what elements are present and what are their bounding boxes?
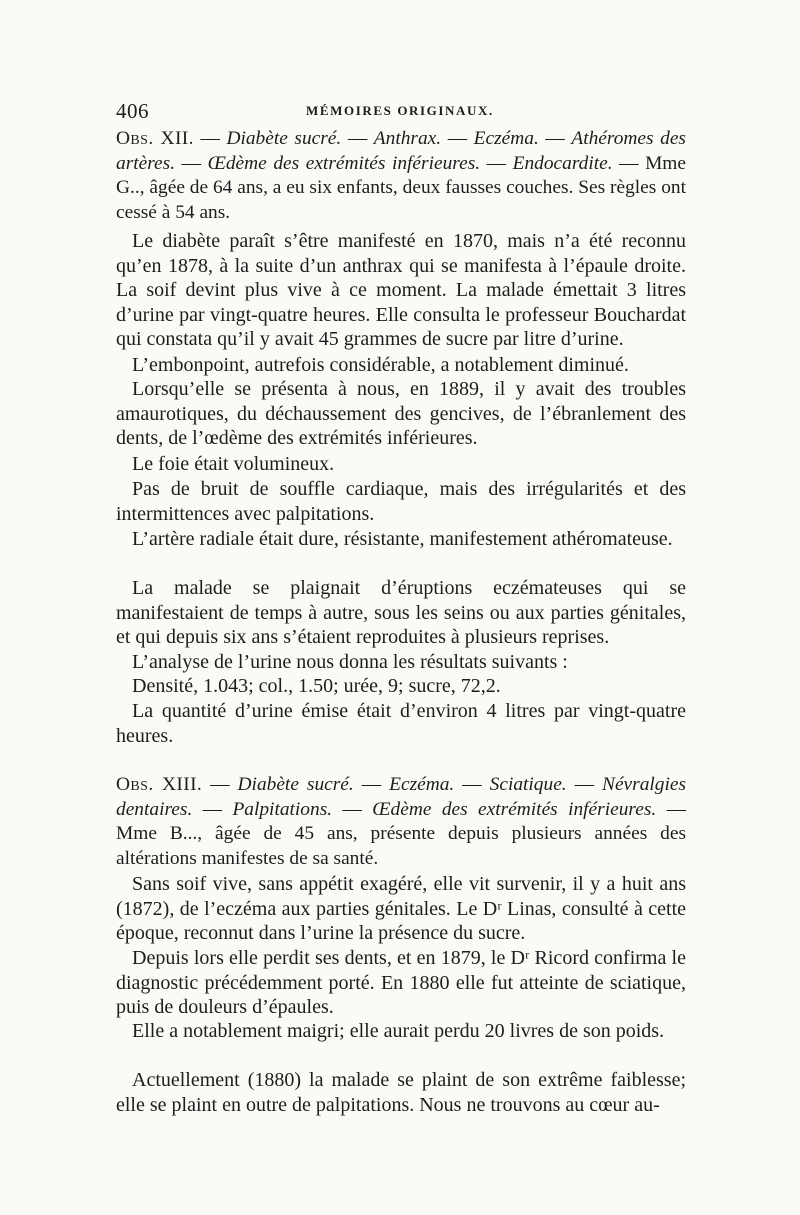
observation-title: Œdème des extrémités inférieures. (207, 152, 481, 174)
observation-xiii-heading: Obs. XIII. — Diabète sucré. — Eczéma. — Sciatique. — Névralgies dentaires. — Palpitations. — Œdème des extrémités inférieures. — Mme B..., âgée de 45 ans, présente depuis plusieurs années des altérations manifestes de sa santé. (116, 774, 687, 869)
body-paragraph: Le diabète paraît s’être manifesté en 1870, mais n’a été reconnu qu’en 1878, à la suite d’un anthrax qui se manifesta à l’épaule droite. La soif devint plus vive à ce moment. La malade émettait 3 litres d’urine par vingt-quatre heures. Elle consulta le professeur Bouchardat qui constata qu’il y avait 45 grammes de sucre par litre d’urine. (116, 230, 686, 351)
observation-intro: — Mme G.., âgée de 64 ans, a eu six enfants, deux fausses couches. Ses règles ont cessé à 54 ans. (116, 152, 686, 223)
observation-title: Palpitations. (232, 798, 333, 820)
page-header (116, 99, 686, 127)
page-number: 406 (116, 99, 149, 123)
body-paragraph: La malade se plaignait d’éruptions eczémateuses qui se manifestaient de temps à autre, sous les seins ou aux parties génitales, et qui depuis six ans s’étaient reproduites à plusieurs reprises. (116, 577, 686, 649)
observation-title: Œdème des extrémités inférieures. (372, 798, 657, 820)
body-paragraph: Depuis lors elle perdit ses dents, et en 1879, le Dʳ Ricord confirma le diagnostic précédemment porté. En 1880 elle fut atteinte de sciatique, puis de douleurs d’épaules. (116, 947, 686, 1019)
observation-xii-heading: Obs. XII. — Diabète sucré. — Anthrax. — Eczéma. — Athéromes des artères. — Œdème des extrémités inférieures. — Endocardite. — Mme G.., âgée de 64 ans, a eu six enfants, deux fausses couches. Ses règles ont cessé à 54 ans. (116, 128, 686, 223)
body-paragraph: La quantité d’urine émise était d’environ 4 litres par vingt-quatre heures. (116, 700, 686, 747)
running-title: MÉMOIRES ORIGINAUX. (306, 103, 494, 118)
observation-title: Diabète sucré. (237, 774, 354, 795)
body-paragraph: L’artère radiale était dure, résistante, manifestement athéromateuse. (132, 528, 673, 550)
body-paragraph: Le foie était volumineux. (132, 453, 335, 475)
body-paragraph: L’analyse de l’urine nous donna les résultats suivants : (132, 651, 568, 673)
observation-title: Diabète sucré. (226, 128, 342, 149)
observation-title: Anthrax. (373, 128, 442, 149)
body-paragraph: Lorsqu’elle se présenta à nous, en 1889, il y avait des troubles amaurotiques, du déchaussement des gencives, de l’ébranlement des dents, de l’œdème des extrémités inférieures. (116, 378, 686, 450)
observation-title: Eczéma. (473, 128, 539, 149)
observation-title: Athéromes des artères. (116, 128, 686, 174)
body-paragraph: Actuellement (1880) la malade se plaint de son extrême faiblesse; elle se plaint en outre de palpitations. Nous ne trouvons au cœur au- (116, 1069, 686, 1116)
observation-title: Endocardite. (512, 152, 613, 174)
observation-title: Névralgies dentaires. (116, 774, 687, 820)
observation-title: Sciatique. (489, 774, 567, 795)
body-paragraph: Densité, 1.043; col., 1.50; urée, 9; sucre, 72,2. (132, 675, 501, 697)
observation-title: Eczéma. (389, 774, 455, 795)
observation-label: Obs. XII. (116, 128, 194, 149)
body-paragraph: L’embonpoint, autrefois considérable, a notablement diminué. (132, 354, 629, 376)
body-paragraph: Pas de bruit de souffle cardiaque, mais des irrégularités et des intermittences avec palpitations. (116, 478, 686, 525)
observation-label: Obs. XIII. (116, 774, 203, 795)
body-paragraph: Elle a notablement maigri; elle aurait perdu 20 livres de son poids. (132, 1020, 665, 1042)
observation-intro: — Mme B..., âgée de 45 ans, présente depuis plusieurs années des altérations manifestes de sa santé. (116, 798, 686, 869)
body-paragraph: Sans soif vive, sans appétit exagéré, elle vit survenir, il y a huit ans (1872), de l’eczéma aux parties génitales. Le Dʳ Linas, consulté à cette époque, reconnut dans l’urine la présence du sucre. (116, 873, 686, 945)
